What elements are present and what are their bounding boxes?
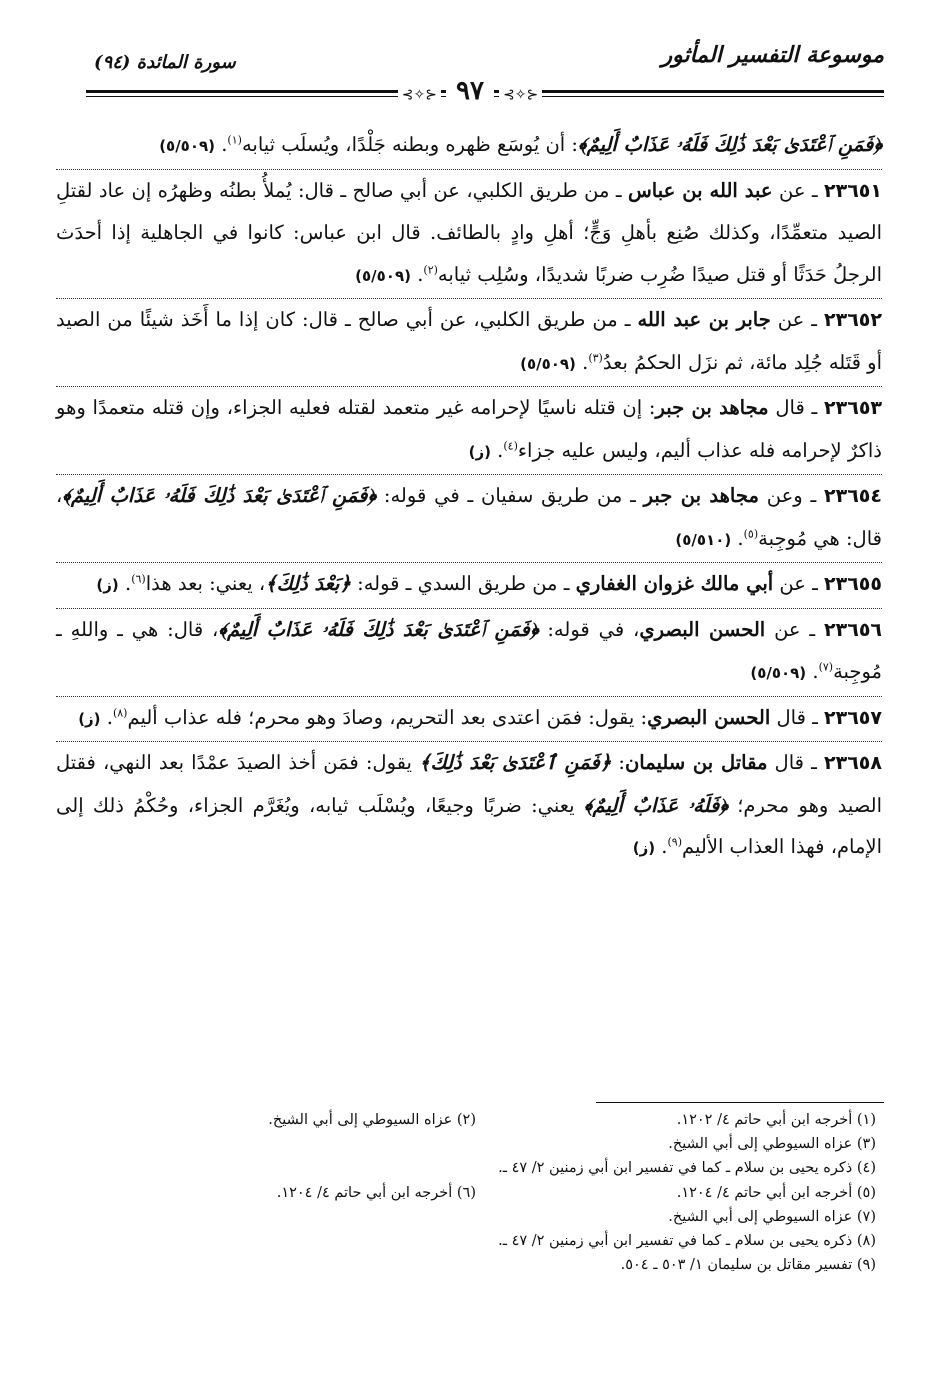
entry-number: ٢٣٦٥٢ (824, 309, 882, 331)
footnote-marker[interactable]: (٨) (112, 706, 128, 719)
entry-23656 (56, 609, 882, 697)
entry-text: : يقول: فمَن اعتدى بعد التحريم، وصادَ وهو محرم؛ فله عذاب أليم (127, 705, 648, 729)
entry-number: ٢٣٦٥١ (824, 179, 882, 202)
cross-ref: (٥/٥١٠) (675, 530, 732, 549)
entry-text: ، قال: هي ـ واللهِ ـ مُوجِبة (56, 617, 882, 683)
footnote-row (56, 1229, 876, 1253)
entry-23651 (56, 170, 882, 300)
footnote-4: (٤) ذكره يحيى بن سلام ـ كما في تفسير ابن أبي زمنين ٢/ ٤٧ ـ. (498, 1160, 876, 1177)
narrator-name: مجاهد بن جبر (655, 396, 769, 419)
punct: . (582, 350, 589, 374)
entry-text: يقول: فمَن أخذ الصيدَ عمْدًا بعد النهي، فقتل الصيد وهو محرم؛ (56, 751, 882, 817)
entry-text: ، يعني: بعد هذا (145, 572, 266, 595)
entry-number: ٢٣٦٥٦ (824, 618, 883, 641)
cross-ref: (ز) (96, 576, 119, 594)
ornament-icon: ⊰✧⊱ (499, 87, 542, 103)
quran-quote: ﴿فَمَنِ ٱعْتَدَىٰ بَعْدَ ذَٰلِكَ﴾ (419, 751, 612, 774)
quran-quote: ﴿بَعْدَ ذَٰلِكَ﴾ (265, 572, 351, 595)
footnote-row (56, 1205, 876, 1229)
entry-23653 (56, 387, 882, 475)
ornament-icon: ⊰✧⊱ (398, 87, 441, 103)
entry-text: ـ من طريق السدي ـ قوله: (350, 572, 576, 595)
entry-23655 (56, 563, 882, 609)
footnote-row (56, 1108, 876, 1132)
footnote-6: (٦) أخرجه ابن أبي حاتم ٤/ ١٢٠٤. (276, 1184, 476, 1201)
narrator-name: عبد الله بن عباس (627, 178, 773, 202)
entry-23657 (56, 697, 882, 743)
narrator-name: جابر بن عبد الله (637, 308, 771, 331)
body-text (56, 124, 882, 871)
cross-ref: (ز) (78, 709, 101, 728)
punct: . (106, 705, 113, 729)
quran-quote: ﴿فَمَنِ ٱعْتَدَىٰ بَعْدَ ذَٰلِكَ فَلَهُۥ عَذَابٌ أَلِيمٌ﴾ (62, 484, 377, 507)
sura-label: سورة المائدة (٩٤) (94, 52, 236, 73)
quran-quote: ﴿فَلَهُۥ عَذَابٌ أَلِيمٌ﴾ (583, 793, 728, 817)
narrator-name: أبي مالك غزوان الغفاري (575, 572, 774, 595)
footnote-marker[interactable]: (٦) (131, 572, 146, 586)
punct: . (124, 572, 132, 595)
punct: . (661, 835, 668, 858)
cross-ref: (٥/٥٠٩) (750, 664, 807, 682)
book-title: موسوعة التفسير المأثور (661, 42, 884, 68)
footnote-1: (١) أخرجه ابن أبي حاتم ٤/ ١٢٠٢. (676, 1112, 876, 1128)
punct: . (417, 262, 424, 286)
entry-text: يعني: ضربًا وجيعًا، ويُسْلَب ثيابه، ويُغَرَّم الجزاء، وحُكْمُ ذلك إلى الإمام، فهذا العذاب الأليم (56, 793, 882, 858)
footnote-2: (٢) عزاه السيوطي إلى أبي الشيخ. (268, 1112, 476, 1128)
entry-text: : إن قتله ناسيًا لإحرامه غير متعمد لقتله فعليه الجزاء، وإن قتله متعمدًا وهو ذاكرٌ لإحرامه فله عذاب أليم، وليس عليه جزاء (56, 396, 882, 462)
entry-text: ، قال: هي مُوجِبة (56, 484, 882, 550)
entry-text: : أن يُوسَع ظهره وبطنه جَلْدًا، ويُسلَب ثيابه (241, 133, 578, 156)
footnote-marker[interactable]: (٧) (818, 660, 834, 674)
entry-text: ـ عن (765, 617, 825, 641)
narrator-name: مجاهد بن جبر (643, 484, 759, 507)
cross-ref: (ز) (632, 839, 656, 857)
punct: . (812, 660, 819, 683)
narrator-name: مقاتل بن سليمان (624, 751, 768, 774)
footnote-row (56, 1156, 876, 1180)
entry-23658 (56, 742, 882, 871)
footnote-7: (٧) عزاه السيوطي إلى أبي الشيخ. (668, 1208, 876, 1225)
footnote-3: (٣) عزاه السيوطي إلى أبي الشيخ. (668, 1136, 876, 1153)
quran-quote: ﴿فَمَنِ ٱعْتَدَىٰ بَعْدَ ذَٰلِكَ فَلَهُۥ عَذَابٌ أَلِيمٌ﴾ (577, 133, 882, 156)
cross-ref: (ز) (468, 442, 491, 461)
entry-text: ـ وعن (758, 484, 824, 507)
footnote-marker[interactable]: (٤) (503, 439, 518, 452)
entry-text: ـ من طريق سفيان ـ في قوله: (376, 484, 644, 507)
cross-ref: (٥/٥٠٩) (159, 137, 216, 155)
page-number: ٩٧ (446, 78, 494, 104)
entry-number: ٢٣٦٥٧ (824, 706, 882, 729)
quran-quote: ﴿فَمَنِ ٱعْتَدَىٰ بَعْدَ ذَٰلِكَ فَلَهُۥ عَذَابٌ أَلِيمٌ﴾ (218, 617, 539, 641)
cross-ref: (٥/٥٠٩) (520, 354, 576, 373)
footnote-marker[interactable]: (٢) (423, 263, 438, 276)
footnote-marker[interactable]: (١) (227, 133, 242, 147)
entry-text: : (611, 751, 625, 774)
entry-text: ـ عن (770, 308, 824, 331)
footnote-marker[interactable]: (٥) (743, 527, 759, 540)
footnote-row (56, 1253, 876, 1277)
footnote-marker[interactable]: (٣) (588, 351, 603, 364)
footnote-rule (596, 1102, 884, 1103)
footnote-5: (٥) أخرجه ابن أبي حاتم ٤/ ١٢٠٤. (676, 1184, 876, 1201)
cross-ref: (٥/٥٠٩) (355, 266, 411, 285)
footnote-marker[interactable]: (٩) (667, 835, 683, 849)
footnotes (56, 1108, 876, 1277)
footnote-9: (٩) تفسير مقاتل بن سليمان ١/ ٥٠٣ ـ ٥٠٤. (620, 1257, 876, 1274)
footnote-8: (٨) ذكره يحيى بن سلام ـ كما في تفسير ابن أبي زمنين ٢/ ٤٧ ـ. (498, 1233, 876, 1250)
narrator-name: الحسن البصري (647, 705, 771, 729)
punct: . (221, 133, 228, 156)
entry-number: ٢٣٦٥٨ (824, 752, 882, 774)
entry-text: ـ من طريق الكلبي، عن أبي صالح ـ قال: يُملأُ بطنُه وظهرُه إن عاد لقتلِ الصيد متعمِّدًا، وكذلك صُنِع بأهلِ وَجٍّ؛ أهلِ وادٍ بالطائف. قال ابن عباس: كانوا في الجاهلية إذا أحدَث الرجلُ حَدَثًا أو قتل صيدًا ضُرِب ضربًا شديدًا، وسُلِب ثيابه (56, 178, 882, 286)
entry-text: ـ عن (772, 178, 824, 202)
narrator-name: الحسن البصري (639, 617, 766, 641)
entry-23652 (56, 299, 882, 387)
punct: . (497, 438, 504, 462)
entry-text: ـ قال (770, 705, 825, 729)
entry-intro (56, 124, 882, 170)
punct: . (737, 526, 744, 550)
entry-text: ـ قال (767, 751, 824, 774)
entry-number: ٢٣٦٥٣ (824, 397, 883, 419)
footnote-row (56, 1181, 876, 1205)
entry-text: ـ من طريق الكلبي، عن أبي صالح ـ قال: كان إذا ما أَخَذ شيئًا من الصيد أو قَتَله جُلِد مائة، ثم نزَل الحكمُ بعدُ (56, 308, 882, 374)
entry-text: ، في قوله: (538, 617, 640, 641)
entry-number: ٢٣٦٥٤ (824, 485, 882, 507)
footnote-row (56, 1132, 876, 1156)
page-number-bar (0, 78, 940, 104)
entry-text: ـ عن (773, 572, 825, 595)
entry-23654 (56, 475, 882, 563)
entry-text: ـ قال (768, 396, 825, 419)
entry-number: ٢٣٦٥٥ (824, 573, 882, 595)
